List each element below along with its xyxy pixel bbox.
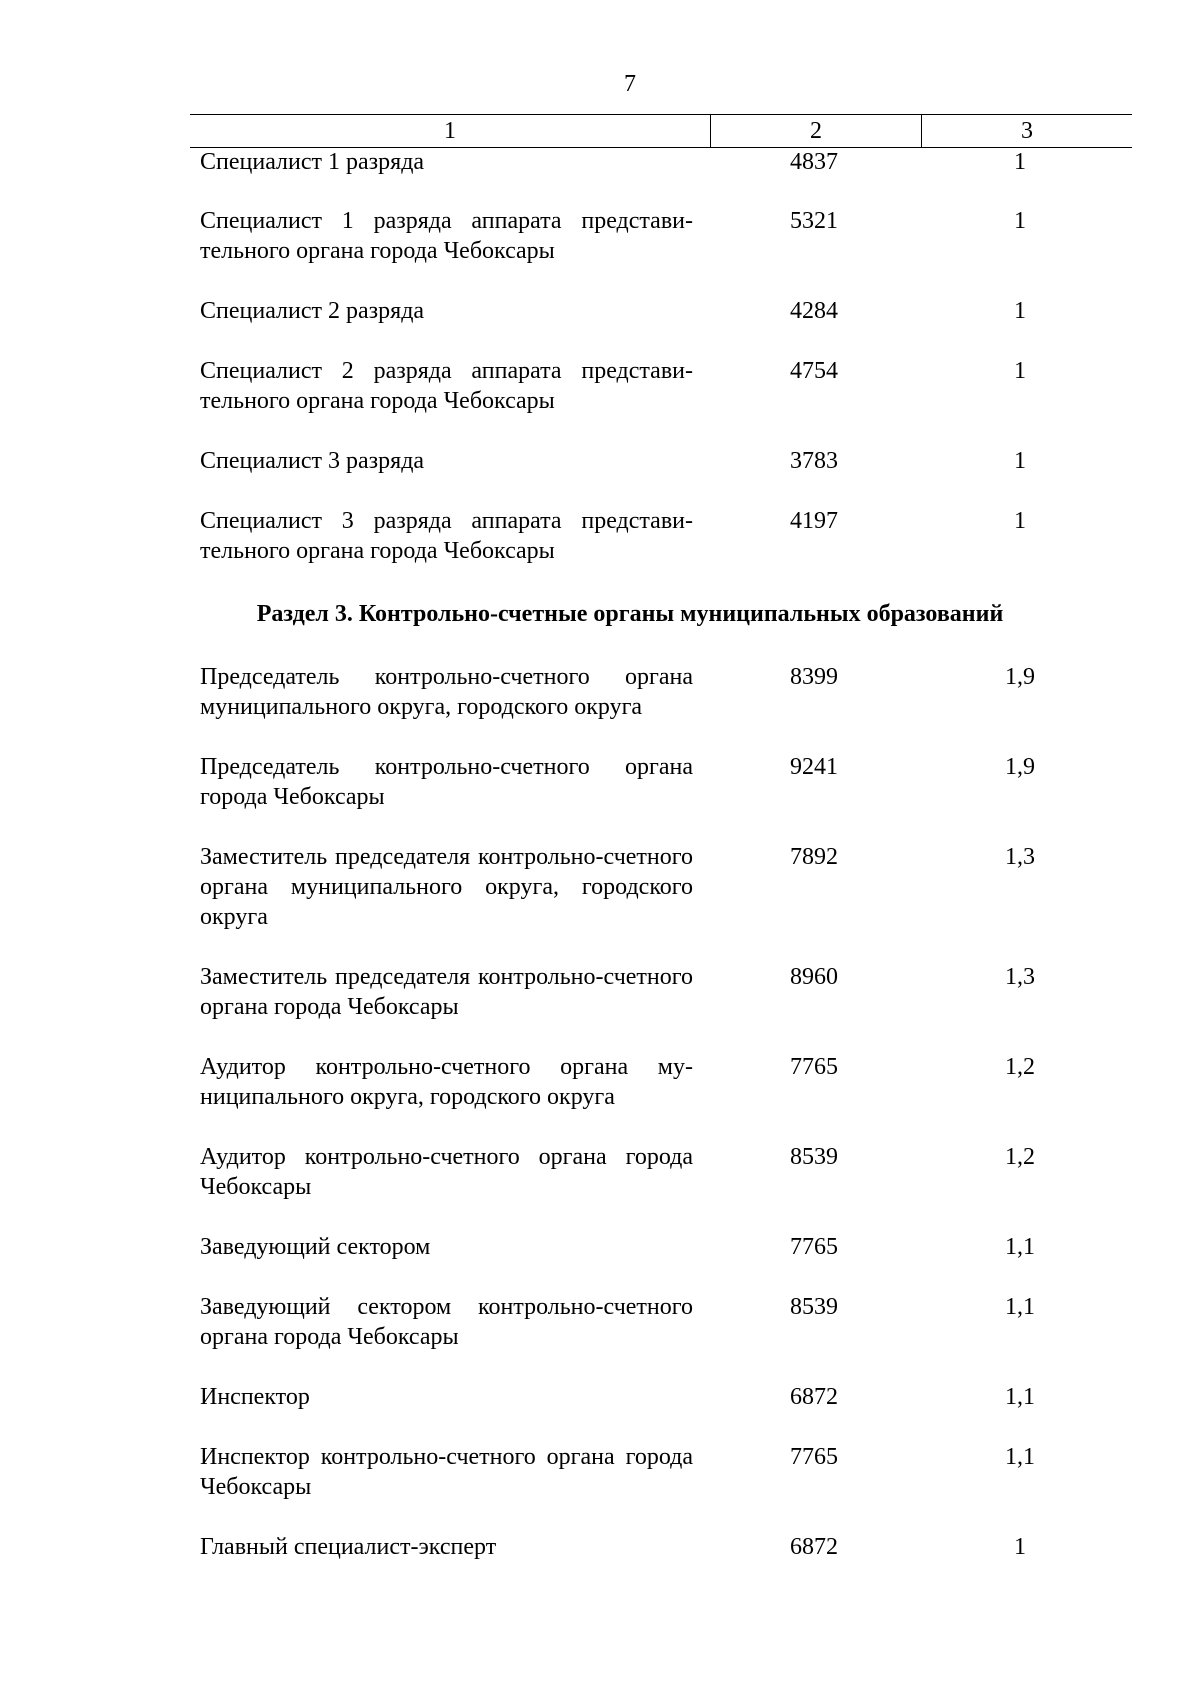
coefficient-value: 1,3 bbox=[1005, 844, 1035, 870]
coefficient-value: 1,3 bbox=[1005, 964, 1035, 990]
position-name: Инспектор bbox=[200, 1384, 310, 1410]
column-header-2: 2 bbox=[711, 115, 922, 147]
coefficient-value: 1,2 bbox=[1005, 1054, 1035, 1080]
position-name: Заведующий сектором контрольно-счетного органа города Чебоксары bbox=[200, 1294, 693, 1350]
coefficient-value: 1,9 bbox=[1005, 664, 1035, 690]
coefficient-value: 1 bbox=[1014, 358, 1026, 384]
position-name: Заведующий сектором bbox=[200, 1234, 431, 1260]
salary-value: 4197 bbox=[790, 508, 838, 534]
page-number: 7 bbox=[624, 71, 636, 97]
salary-value: 8539 bbox=[790, 1294, 838, 1320]
position-name: Заместитель председателя контрольно-счетного органа муниципального округа, городского округа bbox=[200, 844, 693, 930]
coefficient-value: 1,1 bbox=[1005, 1384, 1035, 1410]
salary-value: 8539 bbox=[790, 1144, 838, 1170]
coefficient-value: 1 bbox=[1014, 1534, 1026, 1560]
column-header-3: 3 bbox=[1021, 118, 1033, 144]
salary-value: 6872 bbox=[790, 1384, 838, 1410]
position-name: Главный специалист-эксперт bbox=[200, 1534, 497, 1560]
position-name: Председатель контрольно-счетного органа муниципального округа, городского округа bbox=[200, 664, 693, 720]
column-header-1: 1 bbox=[190, 115, 711, 147]
salary-value: 7765 bbox=[790, 1054, 838, 1080]
coefficient-value: 1,1 bbox=[1005, 1294, 1035, 1320]
salary-value: 9241 bbox=[790, 754, 838, 780]
salary-value: 3783 bbox=[790, 448, 838, 474]
coefficient-value: 1 bbox=[1014, 448, 1026, 474]
salary-value: 8399 bbox=[790, 664, 838, 690]
coefficient-value: 1 bbox=[1014, 508, 1026, 534]
position-name: Специалист 1 разряда аппарата представительного органа города Чебоксары bbox=[200, 208, 693, 264]
salary-value: 8960 bbox=[790, 964, 838, 990]
coefficient-value: 1,1 bbox=[1005, 1234, 1035, 1260]
coefficient-value: 1 bbox=[1014, 298, 1026, 324]
salary-value: 4837 bbox=[790, 149, 838, 175]
salary-value: 7765 bbox=[790, 1234, 838, 1260]
section-title: Раздел 3. Контрольно-счетные органы муниципальных образований bbox=[256, 601, 1004, 627]
salary-value: 7765 bbox=[790, 1444, 838, 1470]
coefficient-value: 1 bbox=[1014, 208, 1026, 234]
coefficient-value: 1,9 bbox=[1005, 754, 1035, 780]
position-name: Специалист 1 разряда bbox=[200, 149, 425, 175]
salary-value: 6872 bbox=[790, 1534, 838, 1560]
coefficient-value: 1,1 bbox=[1005, 1444, 1035, 1470]
salary-value: 4284 bbox=[790, 298, 838, 324]
position-name: Специалист 2 разряда bbox=[200, 298, 425, 324]
table-header bbox=[190, 114, 1132, 148]
position-name: Председатель контрольно-счетного органа города Чебоксары bbox=[200, 754, 693, 810]
position-name: Специалист 3 разряда bbox=[200, 448, 425, 474]
position-name: Аудитор контрольно-счетного органа города Чебоксары bbox=[200, 1144, 693, 1200]
salary-value: 5321 bbox=[790, 208, 838, 234]
position-name: Заместитель председателя контрольно-счетного органа города Чебоксары bbox=[200, 964, 693, 1020]
position-name: Специалист 2 разряда аппарата представительного органа города Чебоксары bbox=[200, 358, 693, 414]
position-name: Инспектор контрольно-счетного органа города Чебоксары bbox=[200, 1444, 693, 1500]
salary-value: 7892 bbox=[790, 844, 838, 870]
salary-value: 4754 bbox=[790, 358, 838, 384]
coefficient-value: 1 bbox=[1014, 149, 1026, 175]
coefficient-value: 1,2 bbox=[1005, 1144, 1035, 1170]
position-name: Аудитор контрольно-счетного органа муниципального округа, городского округа bbox=[200, 1054, 693, 1110]
position-name: Специалист 3 разряда аппарата представительного органа города Чебоксары bbox=[200, 508, 693, 564]
